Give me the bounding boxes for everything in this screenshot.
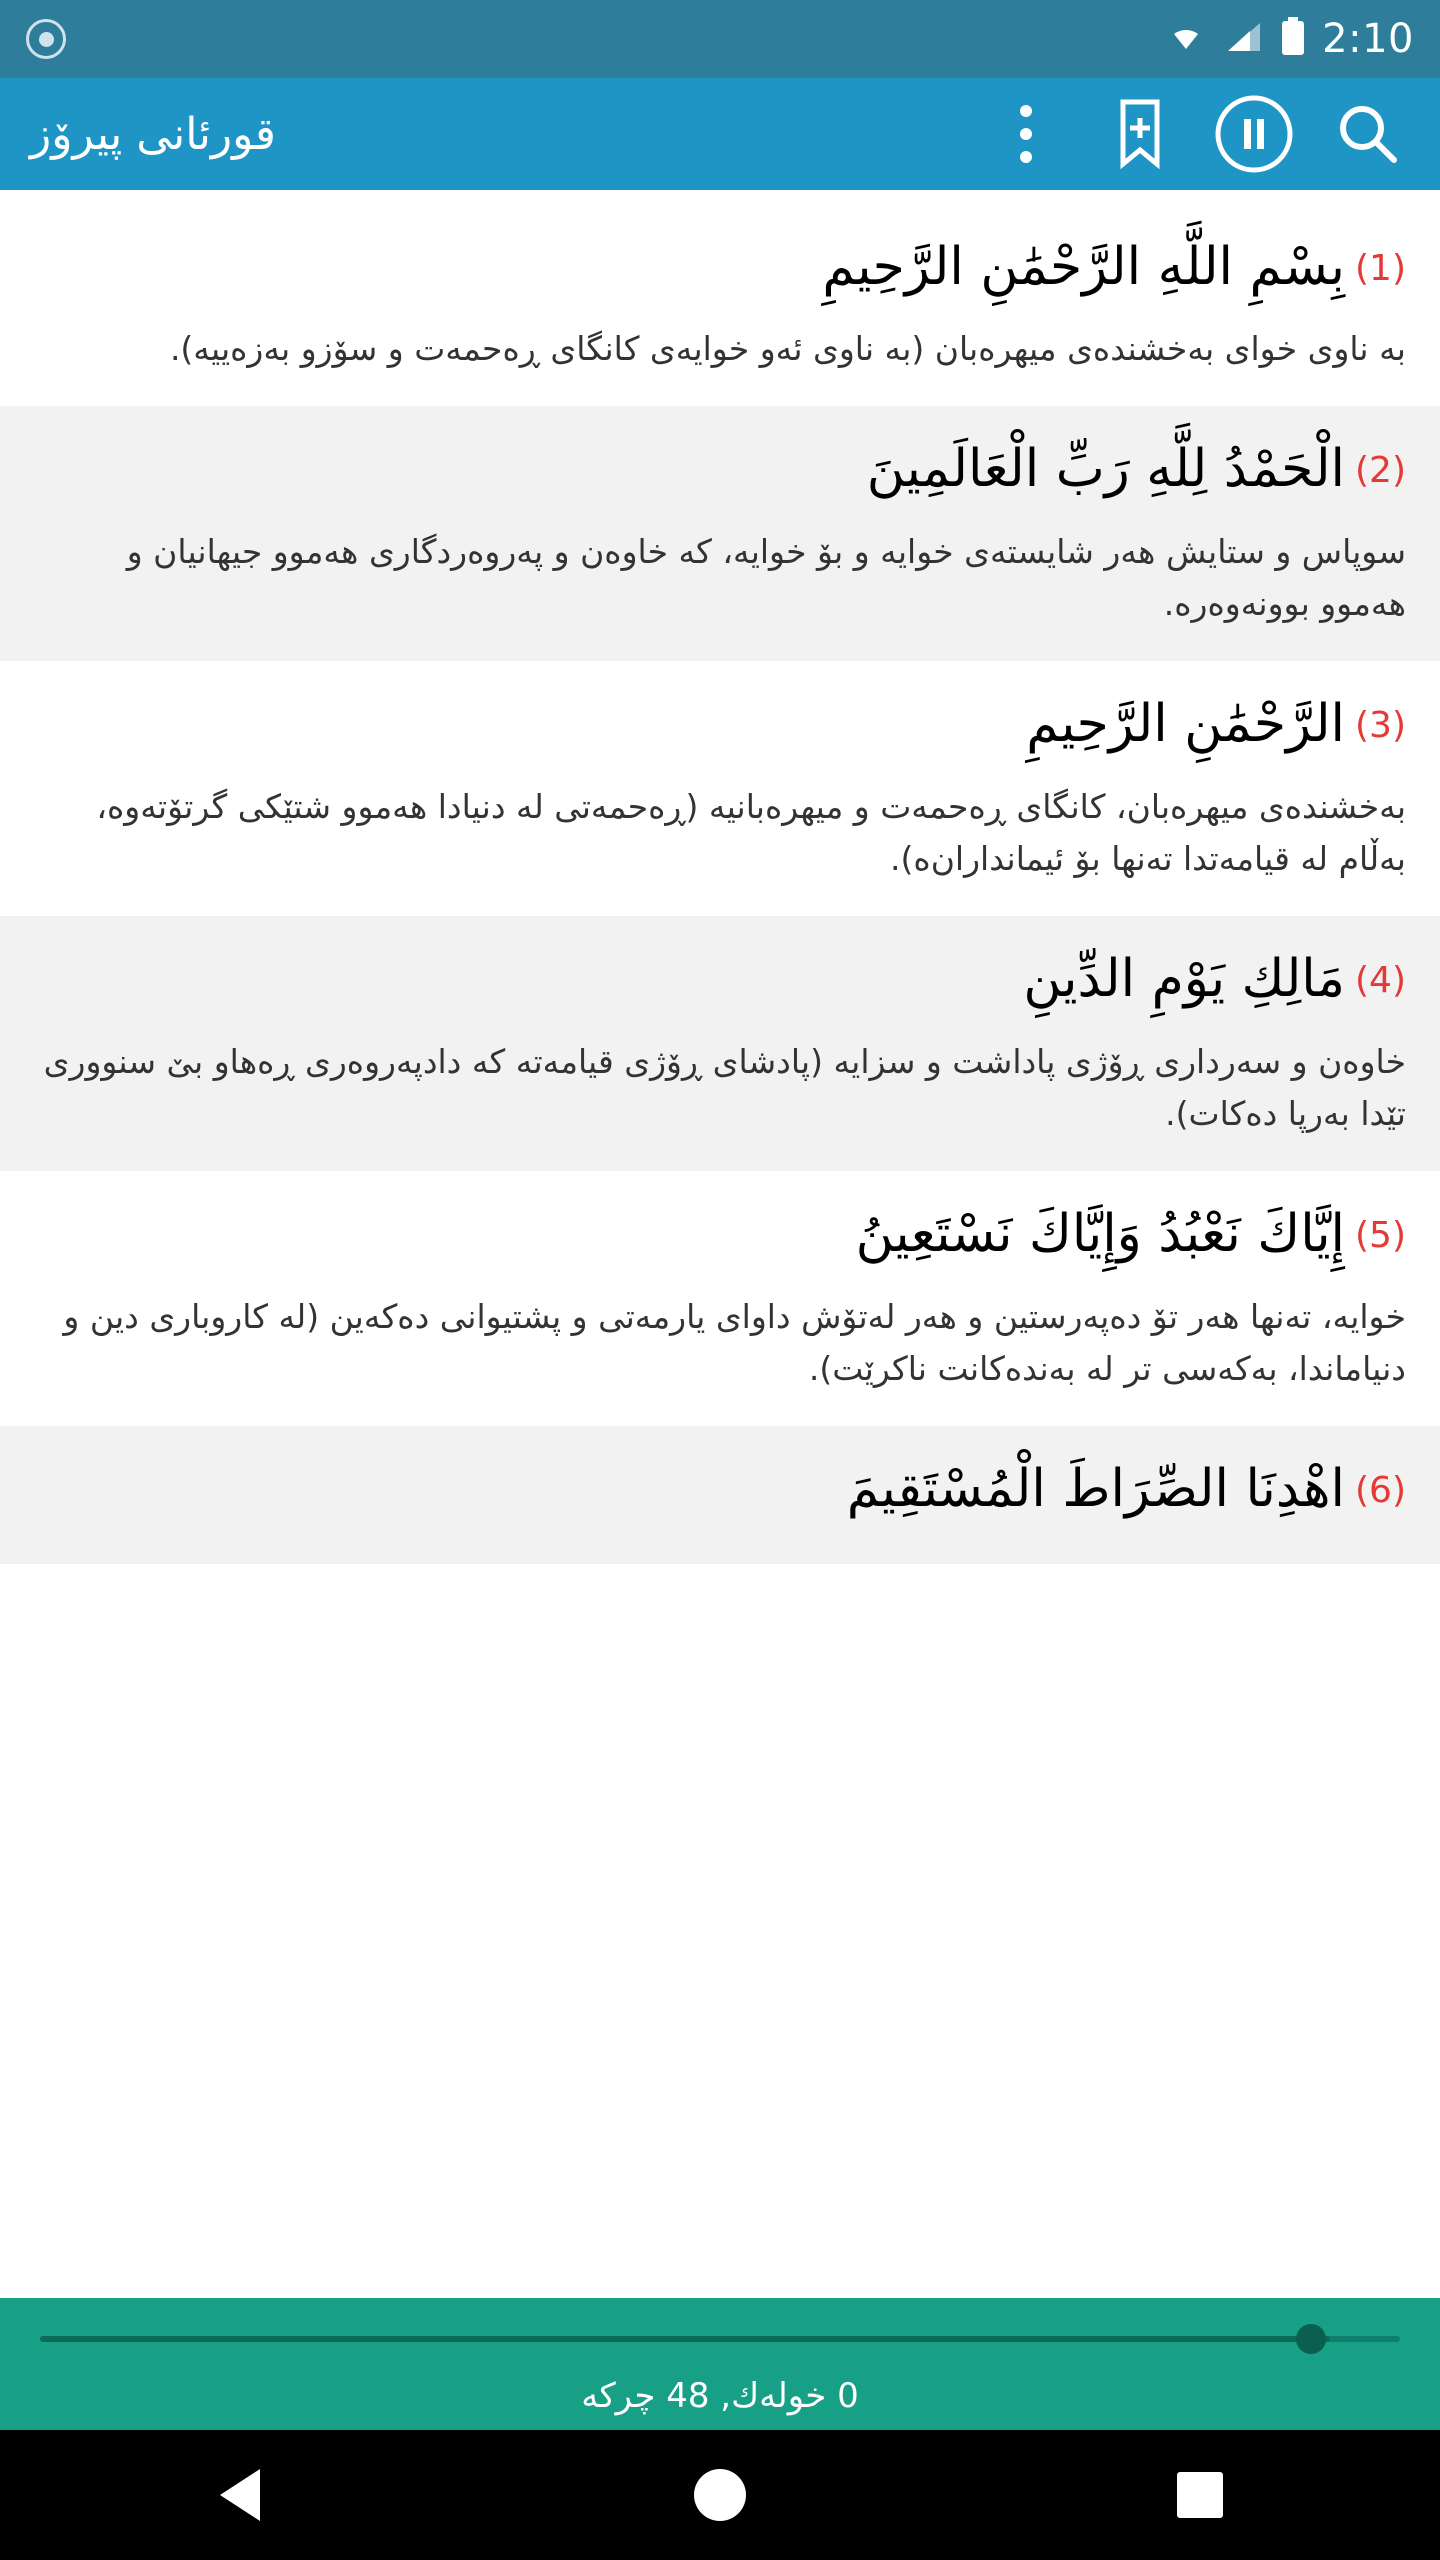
ayah-arabic: الرَّحْمَٰنِ الرَّحِيمِ <box>1026 694 1345 755</box>
ayah-translation: خاوه‌ن و سه‌رداری ڕۆژی پاداشت و سزایه‌ (پادشای ڕۆژی قیامه‌ته‌ که‌ دادپه‌روه‌ری ڕه‌هاو بێ سنووری تێدا به‌رپا ده‌کات). <box>43 1041 1406 1134</box>
ayah-number: (6) <box>1355 1470 1406 1512</box>
ayah-item[interactable] <box>0 661 1440 916</box>
ayah-arabic-text <box>34 1197 1406 1272</box>
status-bar-left <box>26 19 66 59</box>
ayah-number: (5) <box>1355 1215 1406 1257</box>
ayah-translation: سوپاس و ستایش هه‌ر شایسته‌ی خوایه‌ و بۆ خوایه‌، که‌ خاوه‌ن و په‌روه‌ردگاری هه‌موو جیهانیان و هه‌موو بوونه‌وه‌ره‌. <box>126 531 1406 624</box>
android-navigation-bar <box>0 2430 1440 2560</box>
ayah-arabic-text <box>34 432 1406 507</box>
recents-button[interactable] <box>1140 2435 1260 2555</box>
status-bar-right <box>1164 16 1414 62</box>
audio-player-bar <box>0 2298 1440 2430</box>
search-icon[interactable] <box>1326 92 1410 176</box>
back-triangle-icon <box>220 2469 260 2521</box>
ayah-arabic: مَالِكِ يَوْمِ الدِّينِ <box>1023 949 1345 1010</box>
ayah-translation: خوایه‌، ته‌نها هه‌ر تۆ ده‌په‌رستین و هه‌ر له‌تۆش داوای یارمه‌تی و پشتیوانی ده‌که‌ین (له‌ کاروباری دین و دنیاماندا، به‌که‌سی تر له‌ به‌نده‌کانت ناکرێت). <box>63 1296 1406 1389</box>
ayah-number: (3) <box>1355 705 1406 747</box>
wifi-off-icon <box>1164 19 1208 59</box>
app-bar-actions <box>984 92 1410 176</box>
ayah-item[interactable] <box>0 406 1440 661</box>
ayah-item[interactable] <box>0 1426 1440 1563</box>
ayah-arabic-text <box>34 942 1406 1017</box>
app-bar <box>0 78 1440 190</box>
ayah-arabic-text <box>34 687 1406 762</box>
ayah-arabic: الْحَمْدُ لِلَّهِ رَبِّ الْعَالَمِينَ <box>866 439 1345 500</box>
ayah-number: (2) <box>1355 450 1406 492</box>
ayah-item[interactable] <box>0 1171 1440 1426</box>
home-button[interactable] <box>660 2435 780 2555</box>
ayah-translation: به‌ ناوی خوای به‌خشنده‌ی میهره‌بان (به‌ ناوی ئه‌و خوایه‌ی کانگای ڕه‌حمه‌ت و سۆزو به‌زه‌ییه‌). <box>169 329 1406 369</box>
ayah-translation: به‌خشنده‌ی میهره‌بان، کانگای ڕه‌حمه‌ت و میهره‌بانیه‌ (ڕه‌حمه‌تی له‌ دنیادا هه‌موو شتێکی گرتۆته‌وه‌، به‌ڵام له‌ قیامه‌تدا ته‌نها بۆ ئیمانداران‌ه‌). <box>96 786 1406 879</box>
page-title: قورئانی پیرۆز <box>30 108 276 160</box>
home-circle-icon <box>694 2469 746 2521</box>
status-bar <box>0 0 1440 78</box>
recents-square-icon <box>1177 2472 1223 2518</box>
seek-bar[interactable] <box>0 2316 1440 2360</box>
record-circle-icon <box>26 19 66 59</box>
signal-icon <box>1224 19 1264 59</box>
add-bookmark-icon[interactable] <box>1098 92 1182 176</box>
status-clock: 2:10 <box>1322 16 1414 62</box>
ayah-arabic: إِيَّاكَ نَعْبُدُ وَإِيَّاكَ نَسْتَعِينُ <box>855 1204 1345 1265</box>
battery-icon <box>1280 17 1306 61</box>
ayah-arabic-text <box>34 230 1406 305</box>
ayah-item[interactable] <box>0 204 1440 406</box>
ayah-item[interactable] <box>0 916 1440 1171</box>
overflow-menu-icon[interactable] <box>984 92 1068 176</box>
ayah-arabic-text <box>34 1452 1406 1527</box>
back-button[interactable] <box>180 2435 300 2555</box>
ayah-arabic: اهْدِنَا الصِّرَاطَ الْمُسْتَقِيمَ <box>846 1459 1345 1520</box>
pause-icon[interactable] <box>1212 92 1296 176</box>
ayah-list[interactable] <box>0 190 1440 2298</box>
ayah-arabic: بِسْمِ اللَّهِ الرَّحْمَٰنِ الرَّحِيمِ <box>822 237 1345 297</box>
seek-progress <box>40 2336 1330 2342</box>
ayah-number: (1) <box>1355 248 1406 289</box>
player-time-label: 0 خولەك, 48 چركە <box>581 2376 859 2416</box>
ayah-number: (4) <box>1355 960 1406 1002</box>
seek-thumb[interactable] <box>1296 2324 1326 2354</box>
